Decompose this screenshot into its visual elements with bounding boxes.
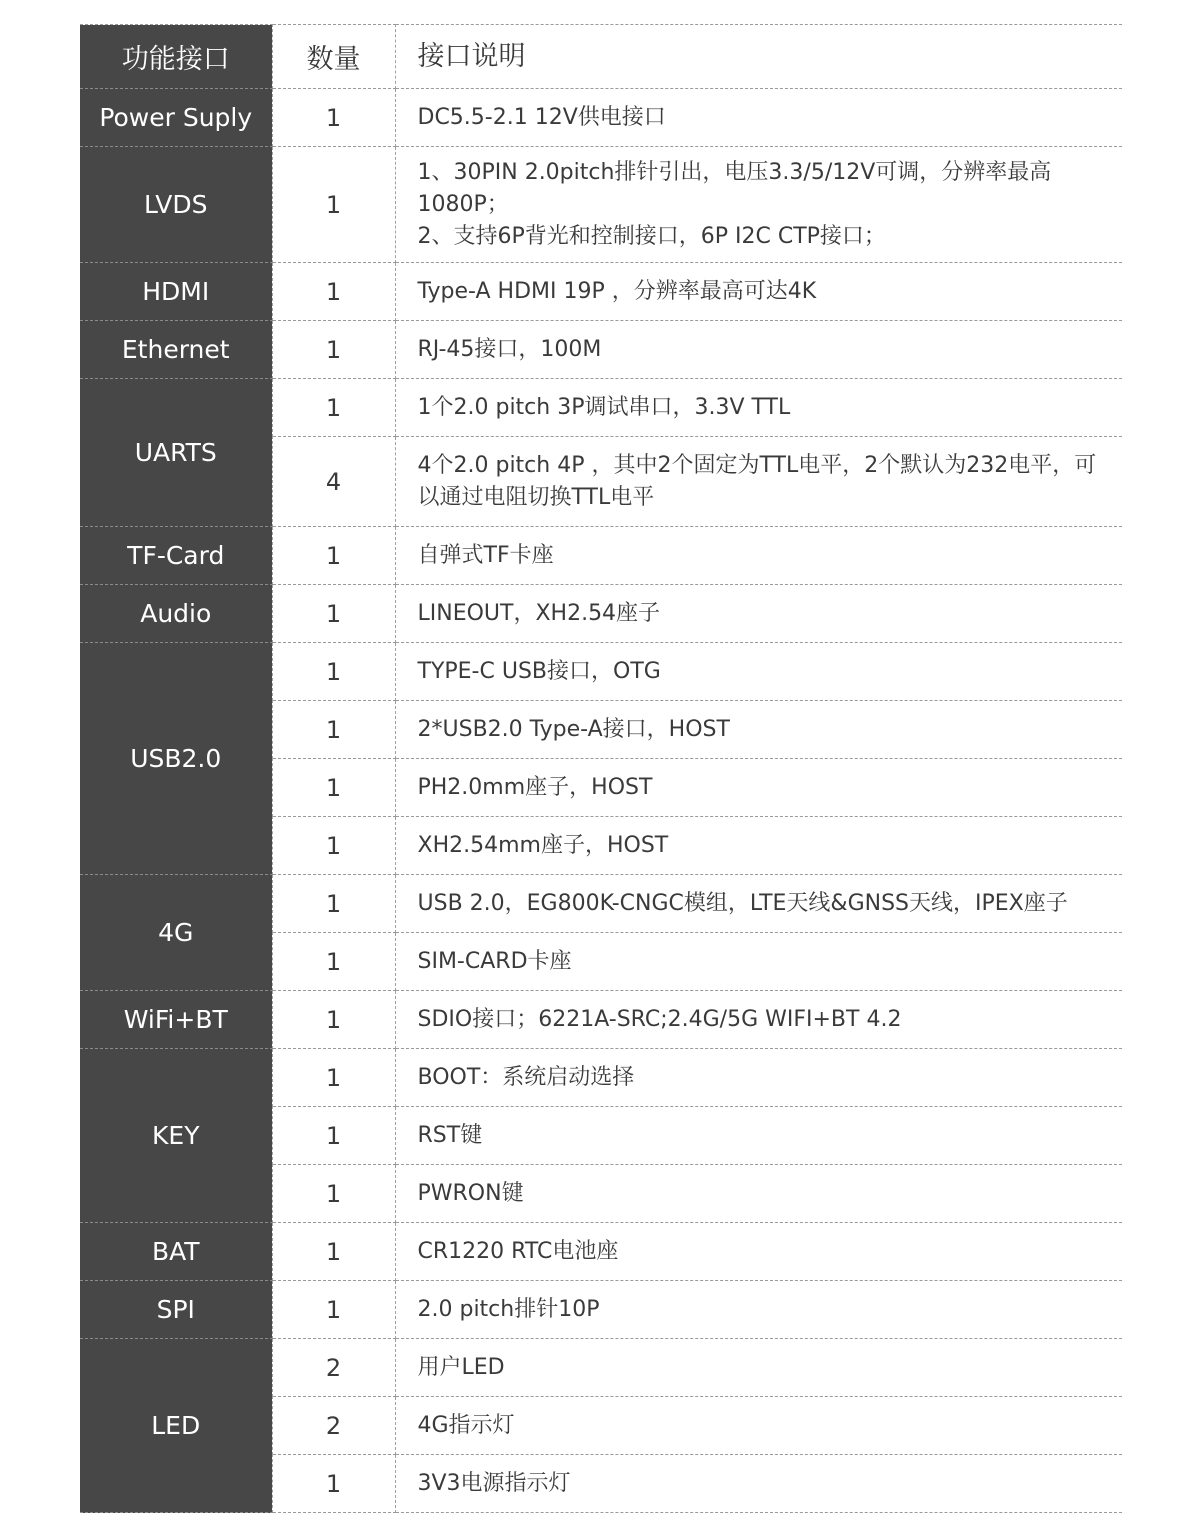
interface-name: BAT — [80, 1223, 272, 1281]
quantity: 1 — [272, 1223, 395, 1281]
quantity: 1 — [272, 147, 395, 263]
quantity: 1 — [272, 89, 395, 147]
table-row — [80, 1223, 1122, 1281]
interface-description: USB 2.0，EG800K-CNGC模组，LTE天线&GNSS天线，IPEX座子 — [395, 875, 1122, 933]
quantity: 1 — [272, 263, 395, 321]
interface-description: 2*USB2.0 Type-A接口，HOST — [395, 701, 1122, 759]
quantity: 2 — [272, 1397, 395, 1455]
interface-description: TYPE-C USB接口，OTG — [395, 643, 1122, 701]
quantity: 1 — [272, 1107, 395, 1165]
interface-name: Audio — [80, 585, 272, 643]
interface-description: SDIO接口；6221A-SRC;2.4G/5G WIFI+BT 4.2 — [395, 991, 1122, 1049]
quantity: 1 — [272, 701, 395, 759]
quantity: 2 — [272, 1339, 395, 1397]
table-row — [80, 875, 1122, 933]
interface-description: 2.0 pitch排针10P — [395, 1281, 1122, 1339]
interface-description: RJ-45接口，100M — [395, 321, 1122, 379]
interface-description: 1、30PIN 2.0pitch排针引出，电压3.3/5/12V可调，分辨率最高1080P； 2、支持6P背光和控制接口，6P I2C CTP接口； — [395, 147, 1122, 263]
interface-spec-table — [80, 24, 1122, 1513]
header-qty: 数量 — [272, 25, 395, 89]
interface-description: PWRON键 — [395, 1165, 1122, 1223]
interface-description: Type-A HDMI 19P ，分辨率最高可达4K — [395, 263, 1122, 321]
interface-name: 4G — [80, 875, 272, 991]
table-row — [80, 1049, 1122, 1107]
table-row — [80, 1339, 1122, 1397]
quantity: 1 — [272, 527, 395, 585]
quantity: 1 — [272, 1455, 395, 1513]
table-row — [80, 1281, 1122, 1339]
quantity: 1 — [272, 759, 395, 817]
interface-description: DC5.5-2.1 12V供电接口 — [395, 89, 1122, 147]
quantity: 1 — [272, 1049, 395, 1107]
quantity: 1 — [272, 875, 395, 933]
quantity: 1 — [272, 643, 395, 701]
table-row — [80, 527, 1122, 585]
interface-description: PH2.0mm座子，HOST — [395, 759, 1122, 817]
interface-description: LINEOUT，XH2.54座子 — [395, 585, 1122, 643]
interface-name: USB2.0 — [80, 643, 272, 875]
quantity: 4 — [272, 437, 395, 527]
interface-description: 用户LED — [395, 1339, 1122, 1397]
table-row — [80, 89, 1122, 147]
quantity: 1 — [272, 991, 395, 1049]
header-desc: 接口说明 — [395, 25, 1122, 89]
interface-description: 1个2.0 pitch 3P调试串口，3.3V TTL — [395, 379, 1122, 437]
table-row — [80, 379, 1122, 437]
quantity: 1 — [272, 933, 395, 991]
interface-name: Ethernet — [80, 321, 272, 379]
interface-name: HDMI — [80, 263, 272, 321]
table-row — [80, 321, 1122, 379]
table-row — [80, 147, 1122, 263]
interface-name: SPI — [80, 1281, 272, 1339]
interface-name: LVDS — [80, 147, 272, 263]
interface-description: CR1220 RTC电池座 — [395, 1223, 1122, 1281]
interface-name: Power Suply — [80, 89, 272, 147]
header-func: 功能接口 — [80, 25, 272, 89]
table-row — [80, 585, 1122, 643]
quantity: 1 — [272, 1165, 395, 1223]
interface-description: 3V3电源指示灯 — [395, 1455, 1122, 1513]
quantity: 1 — [272, 321, 395, 379]
interface-description: SIM-CARD卡座 — [395, 933, 1122, 991]
table-row — [80, 991, 1122, 1049]
header-row — [80, 25, 1122, 89]
interface-name: UARTS — [80, 379, 272, 527]
interface-name: KEY — [80, 1049, 272, 1223]
interface-description: 自弹式TF卡座 — [395, 527, 1122, 585]
table-row — [80, 643, 1122, 701]
interface-description: 4个2.0 pitch 4P ，其中2个固定为TTL电平，2个默认为232电平，可以通过电阻切换TTL电平 — [395, 437, 1122, 527]
interface-description: 4G指示灯 — [395, 1397, 1122, 1455]
table-row — [80, 263, 1122, 321]
interface-name: LED — [80, 1339, 272, 1513]
quantity: 1 — [272, 1281, 395, 1339]
interface-description: BOOT：系统启动选择 — [395, 1049, 1122, 1107]
quantity: 1 — [272, 379, 395, 437]
quantity: 1 — [272, 585, 395, 643]
quantity: 1 — [272, 817, 395, 875]
interface-name: WiFi+BT — [80, 991, 272, 1049]
interface-name: TF-Card — [80, 527, 272, 585]
interface-description: XH2.54mm座子，HOST — [395, 817, 1122, 875]
interface-description: RST键 — [395, 1107, 1122, 1165]
